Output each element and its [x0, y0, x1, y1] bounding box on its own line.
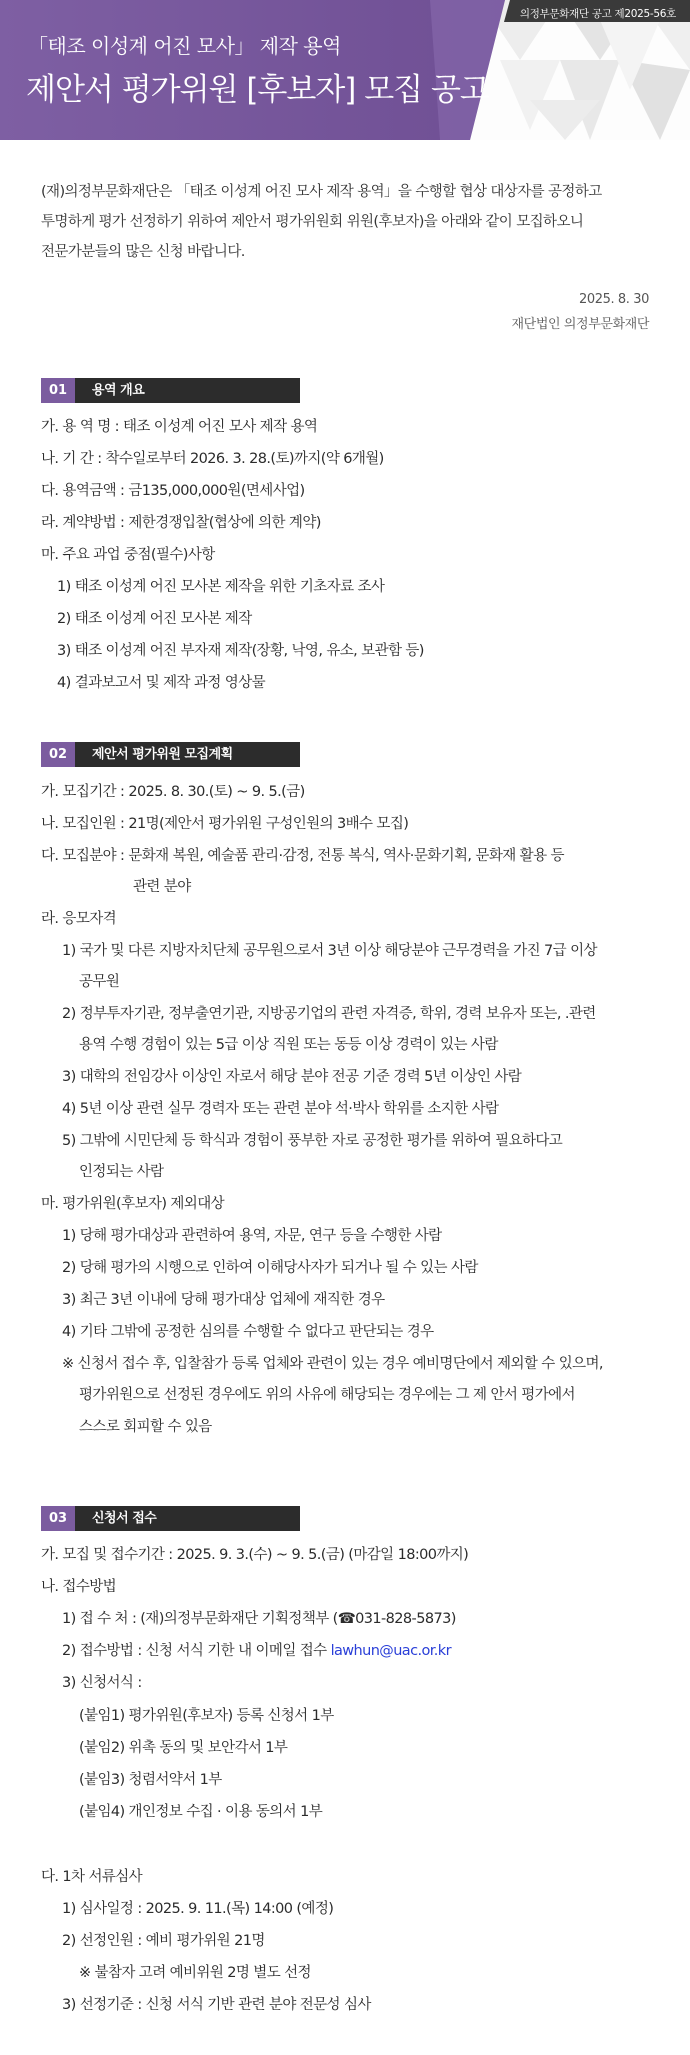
method-item: 3) 신청서식 : — [62, 1675, 142, 1691]
section-number: 02 — [41, 742, 75, 767]
recruit-item: 다. 모집분야 : 문화재 복원, 예술품 관리·감정, 전통 복식, 역사·문화기획, 문화재 활용 등 — [41, 848, 564, 864]
method-item: 1) 접 수 처 : (재)의정부문화재단 기획정책부 (☎031-828-5873) — [62, 1611, 456, 1627]
outline-item: 마. 주요 과업 중점(필수)사항 — [41, 547, 215, 563]
organization-name: 재단법인 의정부문화재단 — [511, 317, 649, 332]
attachment-item: (붙임4) 개인정보 수집 · 이용 동의서 1부 — [79, 1804, 323, 1820]
outline-item: 라. 계약방법 : 제한경쟁입찰(협상에 의한 계약) — [41, 515, 321, 531]
email-link[interactable]: lawhun@uac.or.kr — [330, 1643, 451, 1659]
date-block — [512, 287, 649, 337]
recruit-item: 라. 응모자격 — [41, 911, 117, 927]
qualification-item: 5) 그밖에 시민단체 등 학식과 경험이 풍부한 자로 공정한 평가를 위하여 필요하다고 — [62, 1133, 563, 1149]
recruit-item: 가. 모집기간 : 2025. 8. 30.(토) ~ 9. 5.(금) — [41, 784, 305, 800]
section-header-03 — [41, 1506, 300, 1531]
qualification-item: 2) 정부투자기관, 정부출연기관, 지방공기업의 관련 자격증, 학위, 경력 보유자 또는, .관련 — [62, 1006, 596, 1022]
notice-number: 의정부문화재단 공고 제2025-56호 — [519, 8, 676, 20]
exclusion-note-cont: 평가위원으로 선정된 경우에도 위의 사유에 해당되는 경우에는 그 제 안서 평가에서 — [79, 1387, 575, 1403]
review-note: ※ 불참자 고려 예비위원 2명 별도 선정 — [79, 1965, 311, 1981]
intro-line: 전문가분들의 많은 신청 바랍니다. — [41, 244, 245, 260]
exclusion-item: 3) 최근 3년 이내에 당해 평가대상 업체에 재직한 경우 — [62, 1292, 385, 1308]
notice-date: 2025. 8. 30 — [578, 292, 649, 307]
section-header-01 — [41, 378, 300, 403]
section-number: 01 — [41, 378, 75, 403]
outline-item: 나. 기 간 : 착수일로부터 2026. 3. 28.(토)까지(약 6개월) — [41, 451, 384, 467]
outline-subitem: 3) 태조 이성계 어진 부자재 제작(장황, 낙영, 유소, 보관함 등) — [57, 643, 424, 659]
application-item: 나. 접수방법 — [41, 1579, 117, 1595]
section-title: 용역 개요 — [92, 383, 145, 398]
header-subtitle: 「태조 이성계 어진 모사」 제작 용역 — [28, 34, 341, 58]
method-label: 2) 접수방법 : 신청 서식 기한 내 이메일 접수 — [62, 1643, 331, 1659]
qualification-item: 4) 5년 이상 관련 실무 경력자 또는 관련 분야 석·박사 학위를 소지한 사람 — [62, 1101, 499, 1117]
intro-line: 투명하게 평가 선정하기 위하여 제안서 평가위원회 위원(후보자)을 아래와 같이 모집하오니 — [41, 214, 584, 230]
attachment-item: (붙임1) 평가위원(후보자) 등록 신청서 1부 — [79, 1708, 334, 1724]
review-item: 2) 선정인원 : 예비 평가위원 21명 — [62, 1933, 265, 1949]
section-title: 신청서 접수 — [92, 1511, 157, 1526]
section-number: 03 — [41, 1506, 75, 1531]
application-item: 다. 1차 서류심사 — [41, 1869, 143, 1885]
outline-subitem: 1) 태조 이성계 어진 모사본 제작을 위한 기초자료 조사 — [57, 579, 385, 595]
recruit-item: 마. 평가위원(후보자) 제외대상 — [41, 1196, 225, 1212]
qualification-item: 3) 대학의 전임강사 이상인 자로서 해당 분야 전공 기준 경력 5년 이상인 사람 — [62, 1069, 522, 1085]
section-header-02 — [41, 742, 300, 767]
method-item — [62, 1641, 451, 1661]
application-item: 가. 모집 및 접수기간 : 2025. 9. 3.(수) ~ 9. 5.(금) (마감일 18:00까지) — [41, 1547, 469, 1563]
exclusion-item: 2) 당해 평가의 시행으로 인하여 이해당사자가 되거나 될 수 있는 사람 — [62, 1260, 478, 1276]
qualification-item: 1) 국가 및 다른 지방자치단체 공무원으로서 3년 이상 해당분야 근무경력을 가진 7급 이상 — [62, 943, 597, 959]
exclusion-item: 1) 당해 평가대상과 관련하여 용역, 자문, 연구 등을 수행한 사람 — [62, 1228, 442, 1244]
header-banner — [0, 0, 690, 140]
qualification-item-cont: 용역 수행 경험이 있는 5급 이상 직원 또는 동등 이상 경력이 있는 사람 — [79, 1037, 498, 1053]
outline-item: 다. 용역금액 : 금135,000,000원(면세사업) — [41, 483, 305, 499]
exclusion-note-cont: 스스로 회피할 수 있음 — [79, 1419, 212, 1435]
recruit-item: 나. 모집인원 : 21명(제안서 평가위원 구성인원의 3배수 모집) — [41, 816, 409, 832]
attachment-item: (붙임3) 청렴서약서 1부 — [79, 1772, 222, 1788]
section-title: 제안서 평가위원 모집계획 — [92, 747, 233, 762]
review-item: 1) 심사일정 : 2025. 9. 11.(목) 14:00 (예정) — [62, 1901, 334, 1917]
outline-subitem: 2) 태조 이성계 어진 모사본 제작 — [57, 611, 252, 627]
exclusion-item: 4) 기타 그밖에 공정한 심의를 수행할 수 없다고 판단되는 경우 — [62, 1324, 434, 1340]
intro-paragraph — [41, 177, 656, 267]
review-item: 3) 선정기준 : 신청 서식 기반 관련 분야 전문성 심사 — [62, 1997, 371, 2013]
header-title: 제안서 평가위원 [후보자] 모집 공고 — [26, 72, 489, 108]
qualification-item-cont: 인정되는 사람 — [79, 1164, 164, 1180]
attachment-item: (붙임2) 위촉 동의 및 보안각서 1부 — [79, 1740, 288, 1756]
outline-item: 가. 용 역 명 : 태조 이성계 어진 모사 제작 용역 — [41, 419, 318, 435]
exclusion-note: ※ 신청서 접수 후, 입찰참가 등록 업체와 관련이 있는 경우 예비명단에서 제외할 수 있으며, — [62, 1356, 603, 1372]
intro-line: (재)의정부문화재단은 「태조 이성계 어진 모사 제작 용역」을 수행할 협상 대상자를 공정하고 — [41, 184, 602, 200]
recruit-item-cont: 관련 분야 — [133, 879, 191, 895]
outline-subitem: 4) 결과보고서 및 제작 과정 영상물 — [57, 675, 266, 691]
qualification-item-cont: 공무원 — [79, 974, 120, 990]
